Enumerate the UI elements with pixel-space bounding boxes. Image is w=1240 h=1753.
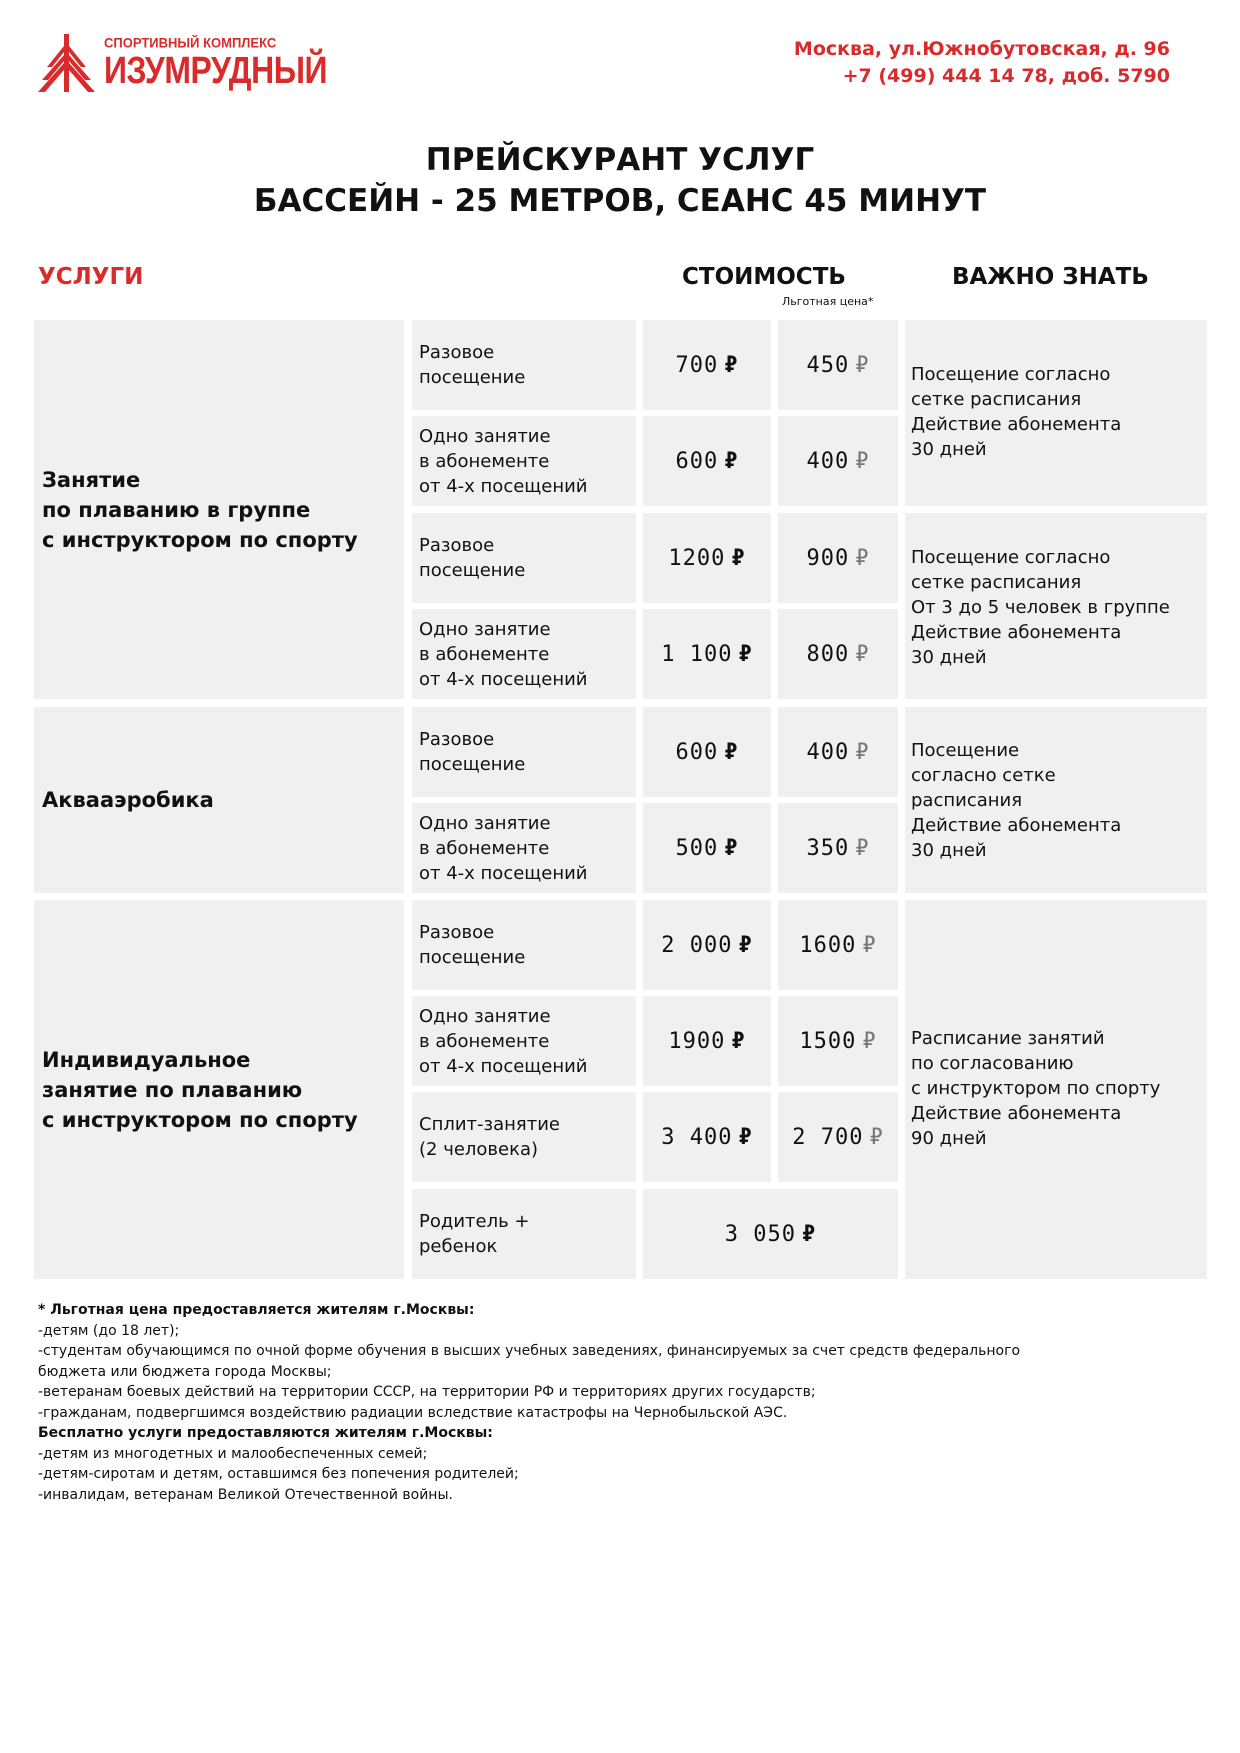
service-cell xyxy=(412,996,636,1086)
ruble-sign-icon: ₽ xyxy=(738,932,753,958)
note-line: сетке расписания xyxy=(911,572,1082,593)
note-cell xyxy=(905,320,1207,506)
service-label-line: от 4-х посещений xyxy=(419,475,588,497)
service-label-line: посещение xyxy=(419,367,526,388)
service-label-line: Разовое xyxy=(419,535,495,556)
address: Москва, ул.Южнобутовская, д. 96 xyxy=(793,38,1170,60)
price-value: 600 xyxy=(675,739,719,765)
ruble-sign-icon: ₽ xyxy=(869,1124,884,1150)
category-cell xyxy=(34,320,404,699)
note-line: Действие абонемента xyxy=(911,815,1122,836)
service-label-line: от 4-х посещений xyxy=(419,1055,588,1077)
footnote-item: -студентам обучающимся по очной форме обучения в высших учебных заведениях, финансируемых за счет средств федерального xyxy=(38,1343,1021,1359)
logo-mark-icon xyxy=(38,34,96,92)
page-title xyxy=(0,140,1240,222)
note-cell xyxy=(905,900,1207,1279)
ruble-sign-icon: ₽ xyxy=(731,1028,746,1054)
column-header-services: УСЛУГИ xyxy=(38,264,144,290)
price-value: 1200 xyxy=(668,545,726,571)
note-line: Расписание занятий xyxy=(911,1028,1105,1049)
note-line: 30 дней xyxy=(911,840,987,861)
price-cell xyxy=(643,900,771,990)
reduced-price-cell xyxy=(778,803,898,893)
ruble-sign-icon: ₽ xyxy=(855,835,870,861)
service-label-line: Родитель + xyxy=(419,1211,530,1232)
price-value: 1 100 xyxy=(661,641,733,667)
price-cell xyxy=(643,707,771,797)
column-header-important: ВАЖНО ЗНАТЬ xyxy=(952,264,1149,290)
price-value: 600 xyxy=(675,448,719,474)
service-cell xyxy=(412,900,636,990)
service-label-line: Одно занятие xyxy=(419,618,551,640)
service-label-line: посещение xyxy=(419,560,526,581)
note-line: Действие абонемента xyxy=(911,622,1122,643)
note-line: Посещение согласно xyxy=(911,364,1111,385)
price-cell xyxy=(643,320,771,410)
price-cell xyxy=(643,1092,771,1182)
note-cell xyxy=(905,707,1207,893)
ruble-sign-icon: ₽ xyxy=(862,932,877,958)
price-value: 3 050 xyxy=(724,1221,796,1247)
column-header-cost-note: Льготная цена* xyxy=(782,295,874,308)
service-cell xyxy=(412,609,636,699)
service-cell xyxy=(412,416,636,506)
service-cell xyxy=(412,320,636,410)
ruble-sign-icon: ₽ xyxy=(731,545,746,571)
reduced-price-cell xyxy=(778,609,898,699)
ruble-sign-icon: ₽ xyxy=(855,641,870,667)
ruble-sign-icon: ₽ xyxy=(724,352,739,378)
contact-block xyxy=(794,36,1170,90)
service-label-line: ребенок xyxy=(419,1236,498,1257)
note-line: Посещение xyxy=(911,740,1020,761)
phone: +7 (499) 444 14 78, доб. 5790 xyxy=(842,65,1170,87)
note-line: с инструктором по спорту xyxy=(911,1078,1161,1099)
service-label-line: в абонементе xyxy=(419,1030,550,1052)
service-label-line: Разовое xyxy=(419,729,495,750)
service-label-line: от 4-х посещений xyxy=(419,862,588,884)
service-label-line: (2 человека) xyxy=(419,1139,539,1160)
note-line: Действие абонемента xyxy=(911,1103,1122,1124)
price-cell xyxy=(643,803,771,893)
ruble-sign-icon: ₽ xyxy=(862,1028,877,1054)
note-line: сетке расписания xyxy=(911,389,1082,410)
category-label-line: Занятие xyxy=(42,467,141,492)
service-label-line: Одно занятие xyxy=(419,1005,551,1027)
price-value: 2 700 xyxy=(792,1124,864,1150)
category-label-line: с инструктором по спорту xyxy=(42,1107,358,1132)
logo-wordmark: ИЗУМРУДНЫЙ xyxy=(104,50,328,92)
price-value: 500 xyxy=(675,835,719,861)
service-label-line: Разовое xyxy=(419,922,495,943)
logo xyxy=(38,32,338,98)
price-value: 1600 xyxy=(799,932,857,958)
price-cell xyxy=(643,1189,898,1279)
service-label-line: посещение xyxy=(419,947,526,968)
footnote-item: -инвалидам, ветеранам Великой Отечественной войны. xyxy=(38,1486,453,1503)
note-cell xyxy=(905,513,1207,699)
service-label-line: Сплит-занятие xyxy=(419,1114,560,1135)
ruble-sign-icon: ₽ xyxy=(855,448,870,474)
price-value: 350 xyxy=(806,835,850,861)
price-value: 400 xyxy=(806,739,850,765)
reduced-price-cell xyxy=(778,513,898,603)
title-line-2: БАССЕЙН - 25 МЕТРОВ, СЕАНС 45 МИНУТ xyxy=(253,183,987,219)
ruble-sign-icon: ₽ xyxy=(801,1221,817,1247)
price-cell xyxy=(643,513,771,603)
price-cell xyxy=(643,609,771,699)
price-cell xyxy=(643,996,771,1086)
category-label-line: Аквааэробика xyxy=(42,788,214,812)
price-value: 1900 xyxy=(668,1028,726,1054)
price-value: 2 000 xyxy=(661,932,733,958)
note-line: по согласованию xyxy=(911,1053,1074,1074)
footnote-item: -ветеранам боевых действий на территории СССР, на территории РФ и территориях других государств; xyxy=(38,1384,816,1400)
footnote-item: -детям (до 18 лет); xyxy=(38,1322,180,1339)
price-value: 800 xyxy=(806,641,850,667)
service-label-line: от 4-х посещений xyxy=(419,668,588,690)
note-line: Посещение согласно xyxy=(911,547,1111,568)
category-cell xyxy=(34,900,404,1279)
ruble-sign-icon: ₽ xyxy=(724,739,739,765)
service-label-line: посещение xyxy=(419,754,526,775)
price-value: 900 xyxy=(806,545,850,571)
footnote xyxy=(38,1300,1020,1505)
service-cell xyxy=(412,513,636,603)
note-line: 30 дней xyxy=(911,647,987,668)
service-label-line: Одно занятие xyxy=(419,425,551,447)
reduced-price-cell xyxy=(778,900,898,990)
price-cell xyxy=(643,416,771,506)
footnote-heading-free: Бесплатно услуги предоставляются жителям г.Москвы: xyxy=(38,1425,493,1441)
ruble-sign-icon: ₽ xyxy=(724,448,739,474)
service-label-line: в абонементе xyxy=(419,450,550,472)
category-label-line: Индивидуальное xyxy=(42,1047,251,1072)
ruble-sign-icon: ₽ xyxy=(738,641,753,667)
service-cell xyxy=(412,1092,636,1182)
reduced-price-cell xyxy=(778,996,898,1086)
service-cell xyxy=(412,1189,636,1279)
price-value: 400 xyxy=(806,448,850,474)
footnote-heading-reduced: * Льготная цена предоставляется жителям г.Москвы: xyxy=(38,1302,475,1318)
price-value: 1500 xyxy=(799,1028,857,1054)
service-cell xyxy=(412,707,636,797)
service-label-line: Разовое xyxy=(419,342,495,363)
category-cell xyxy=(34,707,404,893)
title-line-1: ПРЕЙСКУРАНТ УСЛУГ xyxy=(425,142,815,178)
logo-subtitle: СПОРТИВНЫЙ КОМПЛЕКС xyxy=(104,35,277,51)
ruble-sign-icon: ₽ xyxy=(738,1124,753,1150)
footnote-item: бюджета или бюджета города Москвы; xyxy=(38,1363,332,1380)
price-value: 450 xyxy=(806,352,850,378)
reduced-price-cell xyxy=(778,416,898,506)
column-header-cost: СТОИМОСТЬ xyxy=(682,264,846,290)
service-cell xyxy=(412,803,636,893)
reduced-price-cell xyxy=(778,1092,898,1182)
note-line: Действие абонемента xyxy=(911,414,1122,435)
service-label-line: в абонементе xyxy=(419,837,550,859)
category-label-line: занятие по плаванию xyxy=(42,1077,303,1102)
ruble-sign-icon: ₽ xyxy=(855,739,870,765)
note-line: 30 дней xyxy=(911,439,987,460)
ruble-sign-icon: ₽ xyxy=(855,545,870,571)
note-line: 90 дней xyxy=(911,1128,987,1149)
footnote-item: -гражданам, подвергшимся воздействию радиации вследствие катастрофы на Чернобыльской АЭС. xyxy=(38,1404,788,1421)
reduced-price-cell xyxy=(778,320,898,410)
ruble-sign-icon: ₽ xyxy=(855,352,870,378)
note-line: согласно сетке xyxy=(911,765,1056,786)
note-line: расписания xyxy=(911,790,1023,811)
service-label-line: в абонементе xyxy=(419,643,550,665)
service-label-line: Одно занятие xyxy=(419,812,551,834)
category-label-line: с инструктором по спорту xyxy=(42,527,358,552)
footnote-item: -детям из многодетных и малообеспеченных семей; xyxy=(38,1445,428,1462)
category-label-line: по плаванию в группе xyxy=(42,497,311,522)
price-value: 3 400 xyxy=(661,1124,733,1150)
ruble-sign-icon: ₽ xyxy=(724,835,739,861)
footnote-item: -детям-сиротам и детям, оставшимся без попечения родителей; xyxy=(38,1466,519,1482)
price-value: 700 xyxy=(675,352,719,378)
note-line: От 3 до 5 человек в группе xyxy=(911,597,1170,618)
reduced-price-cell xyxy=(778,707,898,797)
